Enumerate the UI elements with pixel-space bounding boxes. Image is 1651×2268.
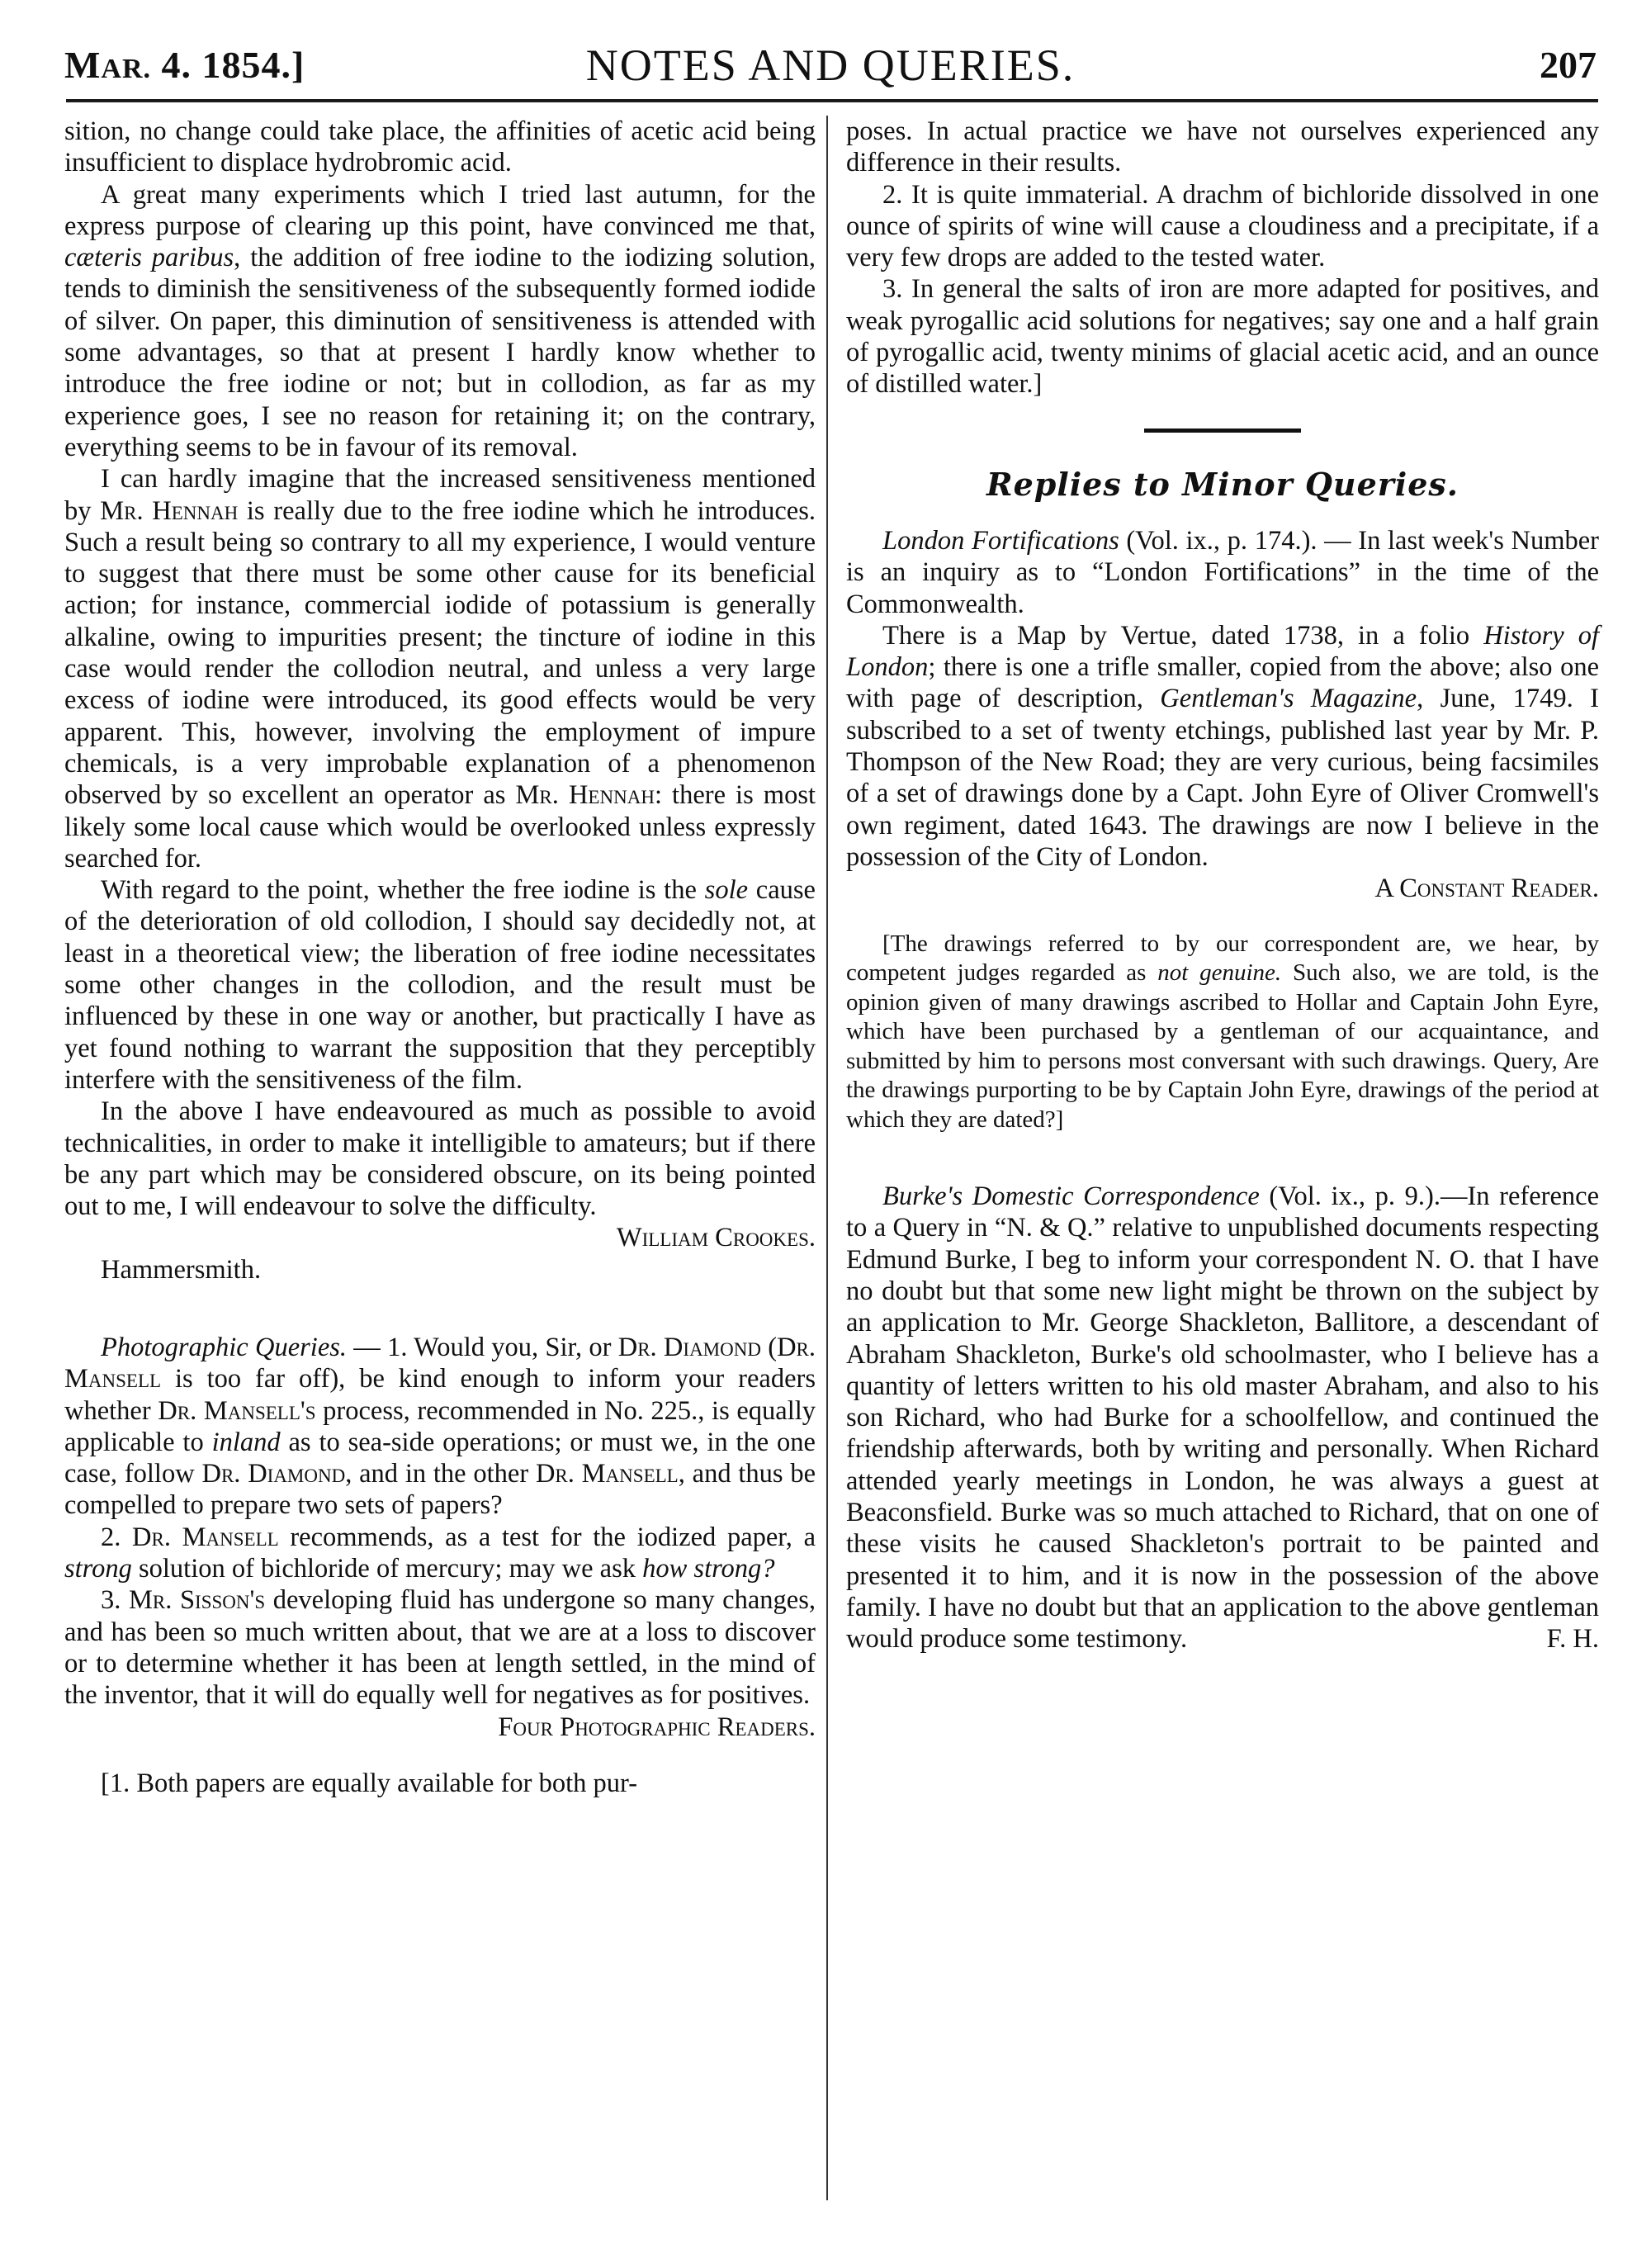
paragraph: In the above I have endeavoured as much as possible to avoid technicalities, in order to make it intelligible to amateurs; but if there be any part which may be considered obscure, on its being pointed out to me, I will endeavour to solve the difficulty. — [64, 1096, 816, 1222]
paragraph — [64, 463, 816, 874]
reply-title: London Fortifications — [882, 525, 1119, 556]
text: developing fluid has undergone so many changes, and has been so much written about, that we are at a loss to discover or to determine whether it has been at length settled, in the mind of the inventor, that it will do equally well for negatives as for positives. — [64, 1585, 816, 1711]
person-name: Dr. Mansell's — [158, 1395, 316, 1426]
text: is really due to the free iodine which he introduces. Such a result being so contrary to all my experience, I would venture to suggest that there must be some other cause for its beneficial action; for instance, commercial iodide of potassium is generally alkaline, owing to impurities present; the tincture of iodine in this case would render the collodion neutral, and unless a very large excess of iodine were introduced, its good effects would be very apparent. This, however, involving the employment of impure chemicals, is a very improbable explanation of a phenomenon observed by so excellent an operator as — [64, 495, 816, 811]
text: cause of the deterioration of old collodion, I should say decidedly not, at least in a theoretical view; the liberation of free iodine necessitates some other changes in the collodion, and the result must be influenced by these in one way or another, but practically I have as yet found nothing to warrant the supposition that they perceptibly interfere with the sensitiveness of the film. — [64, 875, 816, 1095]
text: With regard to the point, whether the free iodine is the — [101, 875, 705, 906]
person-name: Mr. Hennah — [100, 495, 239, 526]
text: A great many experiments which I tried last autumn, for the express purpose of clearing up this point, have convinced me that, — [64, 179, 816, 241]
page-header — [64, 33, 1597, 99]
date-month: AR. — [101, 54, 152, 84]
header-rule — [66, 99, 1598, 102]
person-name: Dr. Mansell — [535, 1459, 679, 1489]
text: ( — [760, 1332, 778, 1362]
signature-four-photographic-readers: Four Photographic Readers. — [498, 1712, 816, 1742]
signature-a-constant-reader: A Constant Reader. — [1374, 874, 1599, 904]
publication-title: NOTES AND QUERIES. — [585, 40, 1076, 90]
text: I can hardly imagine that the increased sensitiveness mentioned by — [64, 464, 816, 526]
editorial-reply-1: [1. Both papers are equally available for both pur- — [101, 1768, 638, 1798]
editorial-reply-1-cont: poses. In actual practice we have not ourselves experienced any difference in their results. — [846, 116, 1599, 178]
text: , June, 1749. I subscribed to a set of twenty etchings, published last year by Mr. P. Thompson of the New Road; they are very curious, being facsimiles of a set of drawings done by a Capt. John Eyre of Oliver Cromwell's own regiment, dated 1643. The drawings are now I believe in the possession of the City of London. — [846, 684, 1599, 872]
paragraph — [846, 620, 1599, 873]
text: — 1. Would you, Sir, or — [347, 1332, 618, 1362]
page-number: 207 — [1540, 44, 1597, 86]
paragraph — [64, 179, 816, 464]
text: There is a Map by Vertue, dated 1738, in a folio — [882, 620, 1484, 651]
signature-william-crookes: William Crookes. — [616, 1223, 816, 1253]
reply-burkes-domestic-correspondence — [846, 1181, 1599, 1655]
query-2 — [64, 1522, 816, 1585]
section-separator-rule — [1144, 429, 1301, 433]
editorial-note — [846, 930, 1599, 1135]
query-title: Photographic Queries. — [101, 1332, 348, 1362]
place-hammersmith: Hammersmith. — [101, 1254, 262, 1285]
reply-title: Burke's Domestic Correspondence — [882, 1181, 1260, 1212]
italic-word: sole — [704, 875, 749, 906]
text: ; there is one a trifle smaller, copied from the above; also one with page of description, — [846, 652, 1599, 714]
text: is too far off), be kind enough to inform your readers whether — [64, 1364, 816, 1426]
left-column — [64, 116, 816, 1799]
section-heading: Replies to Minor Queries. — [986, 465, 1459, 503]
italic-word: inland — [211, 1427, 281, 1457]
italic-title: History of London — [846, 620, 1599, 683]
editorial-reply-2: 2. It is quite immaterial. A drachm of bichloride dissolved in one ounce of spirits of wine will cause a cloudiness and a precipitate, if a very few drops are added to the tested water. — [846, 179, 1599, 273]
query-3 — [64, 1584, 816, 1711]
text: (Vol. ix., p. 174.). — In last week's Number is an inquiry as to “London Fortifications” in the time of the Commonwealth. — [846, 525, 1599, 619]
date-rest: 4. 1854.] — [151, 44, 305, 86]
text: as to sea-side operations; or must we, in the one case, follow — [64, 1427, 816, 1489]
italic-phrase: how strong? — [642, 1554, 775, 1584]
italic-title: Gentleman's Magazine — [1160, 684, 1417, 714]
italic-phrase: cæteris paribus — [64, 243, 234, 273]
person-name: Dr. Diamond — [201, 1459, 346, 1489]
text: [The drawings referred to by our correspondent are, we hear, by competent judges regarded as — [846, 930, 1599, 987]
reply-london-fortifications — [846, 525, 1599, 620]
right-column — [846, 116, 1599, 1655]
column-divider — [826, 116, 828, 2200]
person-name: Dr. Mansell — [132, 1522, 279, 1552]
date-prefix: M — [64, 44, 102, 86]
paragraph — [64, 874, 816, 1096]
italic-word: strong — [64, 1554, 132, 1584]
text: : there is most likely some local cause which would be overlooked unless expressly searched for. — [64, 780, 816, 874]
text: 2. — [101, 1522, 133, 1552]
person-name: Dr. Mansell — [64, 1332, 816, 1394]
text: recommends, as a test for the iodized paper, a — [278, 1522, 816, 1552]
query-photographic — [64, 1332, 816, 1522]
paragraph: sition, no change could take place, the affinities of acetic acid being insufficient to displace hydrobromic acid. — [64, 116, 816, 178]
text: process, recommended in No. 225., is equally applicable to — [64, 1395, 816, 1457]
text: 3. — [101, 1585, 129, 1616]
text: , and thus be compelled to prepare two sets of papers? — [64, 1459, 816, 1521]
text: solution of bichloride of mercury; may we ask — [131, 1554, 643, 1584]
person-name: Dr. Diamond — [617, 1332, 761, 1362]
text: , the addition of free iodine to the iodizing solution, tends to diminish the sensitiveness of the subsequently formed iodide of silver. On paper, this diminution of sensitiveness is attended with some advantages, so that at present I hardly know whether to introduce the free iodine or not; but in collodion, as far as my experience goes, I see no reason for retaining it; on the contrary, everything seems to be in favour of its removal. — [64, 243, 816, 462]
italic-phrase: not genuine. — [1157, 959, 1282, 987]
person-name: Mr. Hennah — [515, 780, 655, 811]
signature-f-h: F. H. — [1546, 1624, 1599, 1655]
text: (Vol. ix., p. 9.).—In reference to a Query in “N. & Q.” relative to unpublished documents respecting Edmund Burke, I beg to inform your correspondent N. O. that I have no doubt but that some new light might be thrown on the subject by an application to Mr. George Shackleton, Ballitore, a descendant of Abraham Shackleton, Burke's old schoolmaster, who I believe has a quantity of letters written to his old master Abraham, and also to his son Richard, who had Burke for a schoolfellow, and continued the friendship afterwards, both by writing and personally. When Richard attended yearly meetings in London, he was always a guest at Beaconsfield. Burke was so much attached to Richard, that on one of these visits he caused Shackleton's portrait to be painted and presented it to him, and it is now in the possession of the above family. I have no doubt but that an application to the above gentleman would produce some testimony. — [846, 1181, 1600, 1655]
person-name: Mr. Sisson's — [128, 1585, 266, 1616]
text: Such also, we are told, is the opinion given of many drawings ascribed to Hollar and Captain John Eyre, which have been purchased by a gentleman of our acquaintance, and submitted by him to persons most conversant with such drawings. Query, Are the drawings purporting to be by Captain John Eyre, drawings of the period at which they are dated?] — [846, 959, 1599, 1133]
editorial-reply-3: 3. In general the salts of iron are more adapted for positives, and weak pyrogallic acid solutions for negatives; say one and a half grain of pyrogallic acid, twenty minims of glacial acetic acid, and an ounce of distilled water.] — [846, 274, 1599, 400]
text: , and in the other — [345, 1459, 536, 1489]
